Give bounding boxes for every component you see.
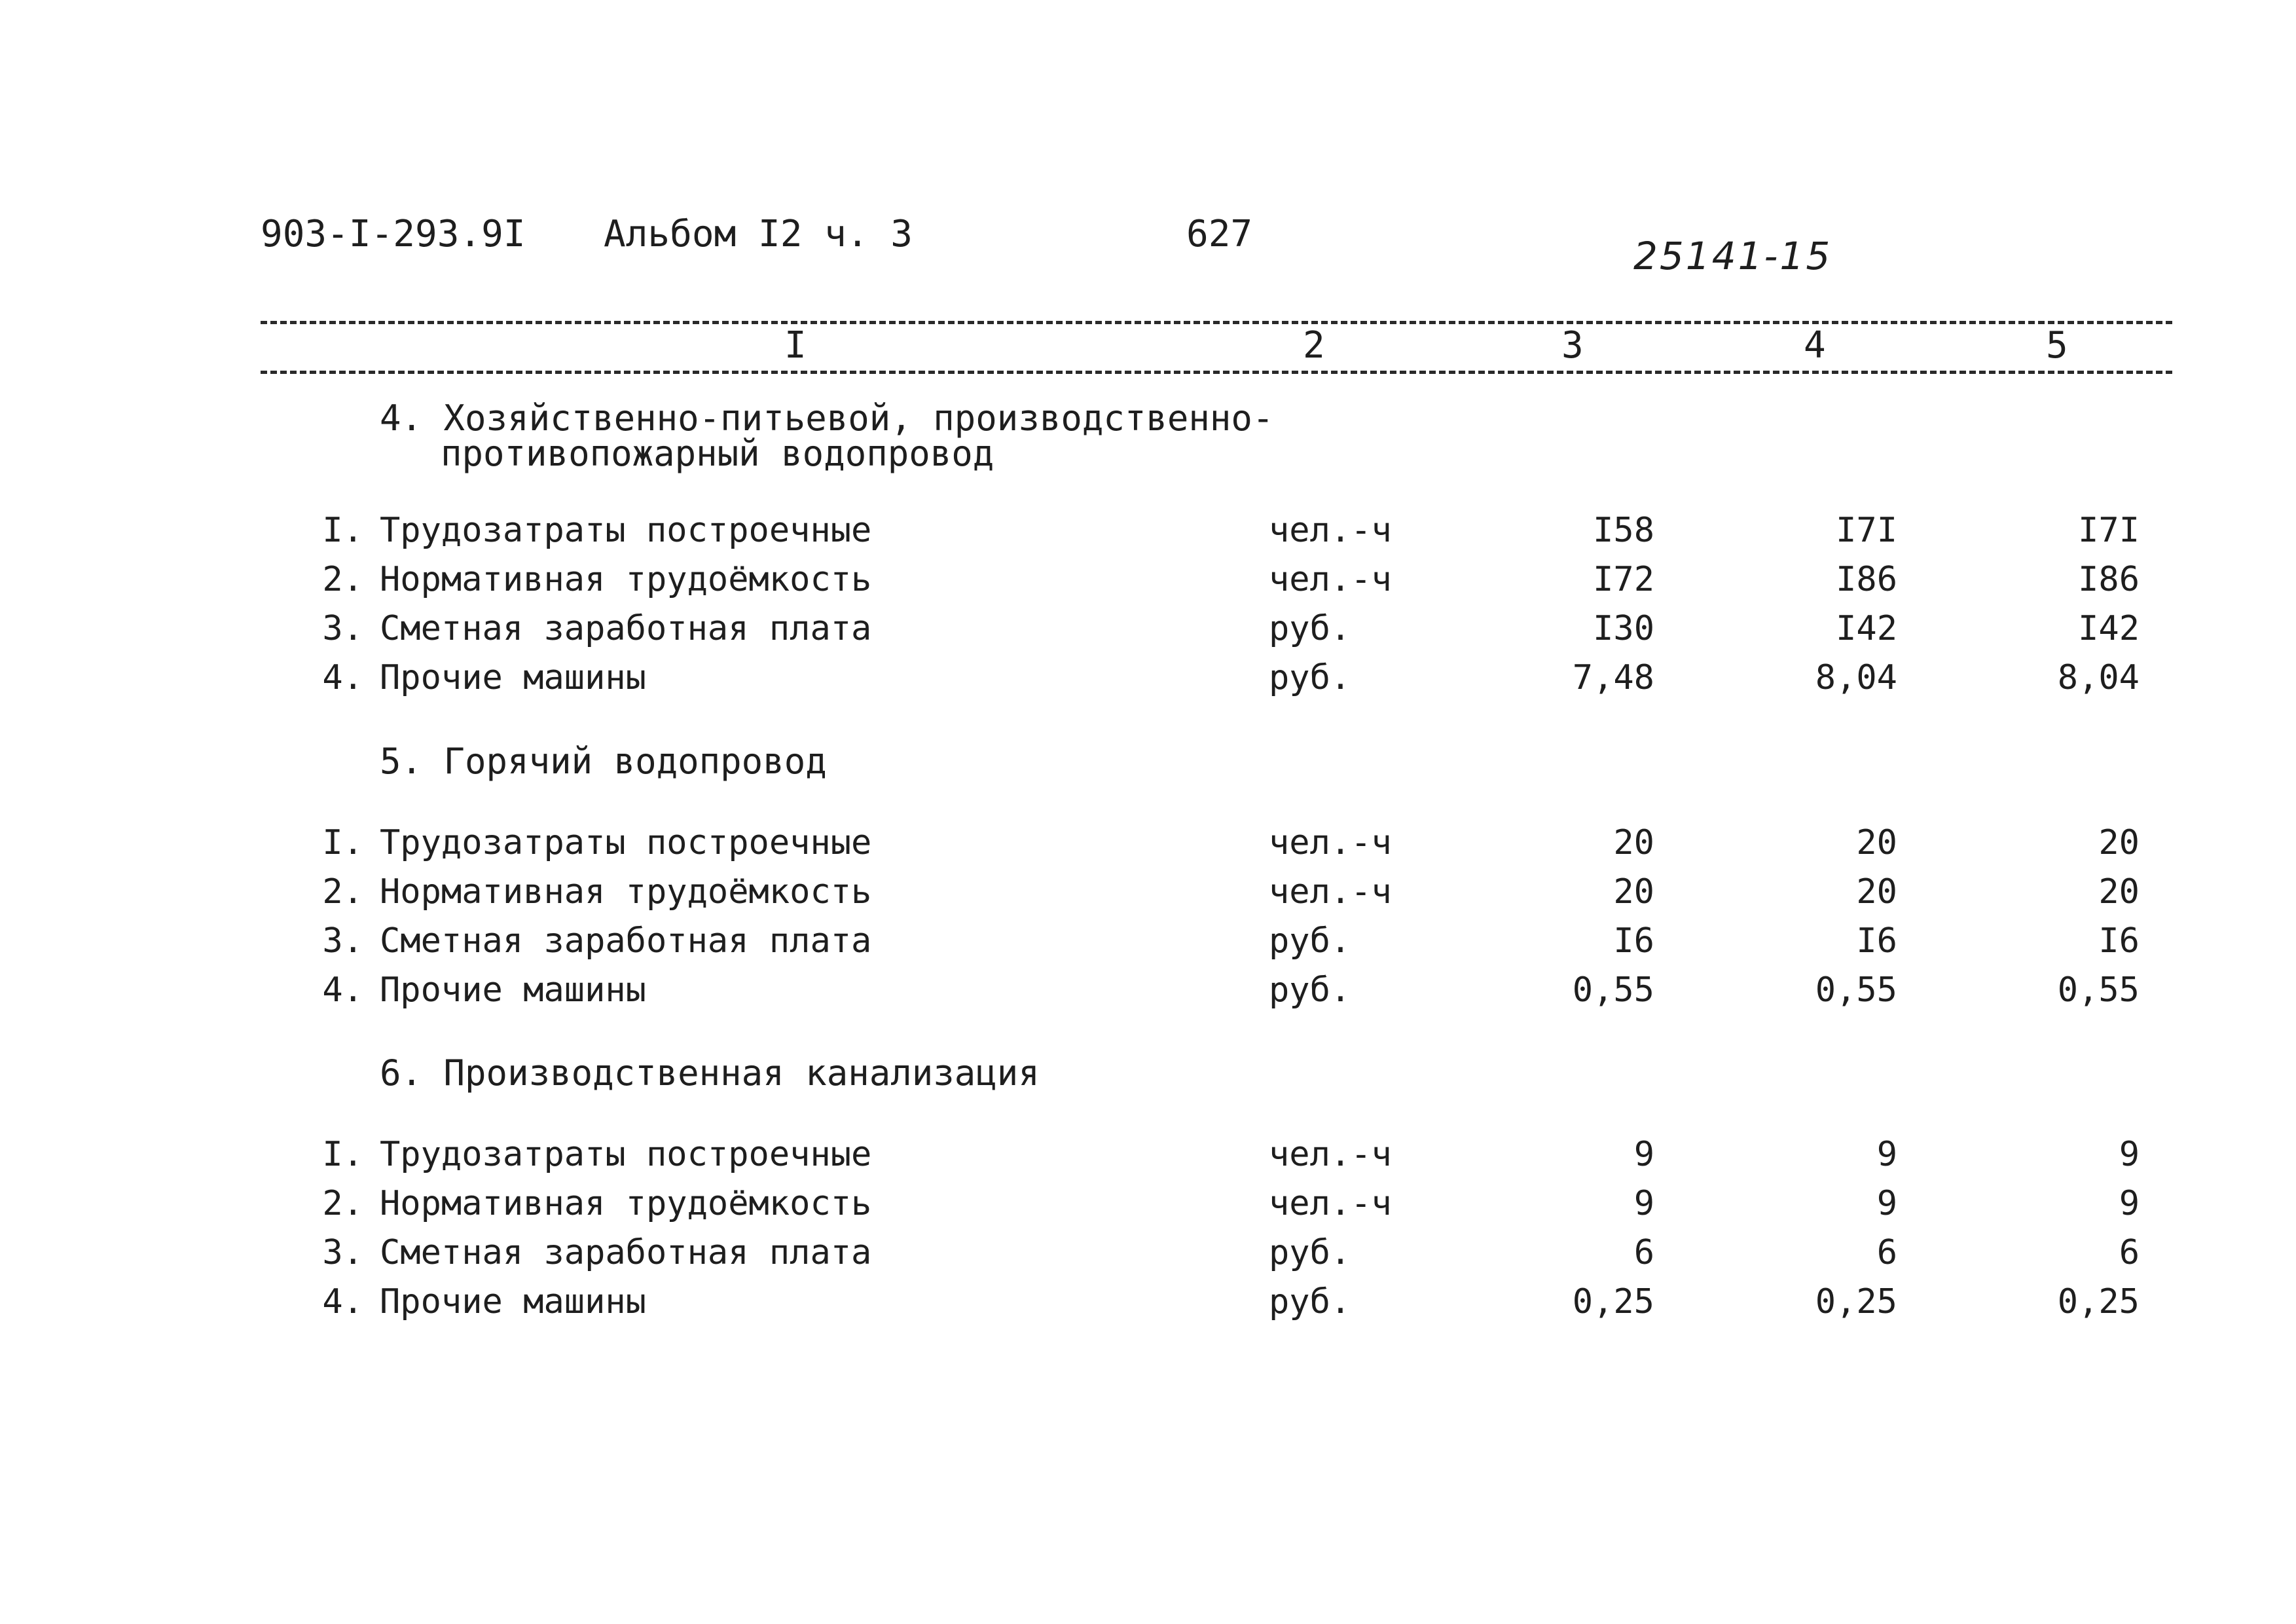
row-value-col4: 8,04 xyxy=(1815,658,1897,697)
row-value-col4: 20 xyxy=(1856,872,1897,912)
row-value-col5: 0,55 xyxy=(2057,970,2140,1010)
row-value-col3: I72 xyxy=(1593,560,1654,599)
table-row xyxy=(0,1282,2296,1324)
column-header-2: 2 xyxy=(1303,324,1325,367)
table-row xyxy=(0,970,2296,1012)
row-value-col4: 20 xyxy=(1856,823,1897,862)
row-value-col5: I42 xyxy=(2078,609,2140,648)
table-row xyxy=(0,513,2296,553)
row-label: Сметная заработная плата xyxy=(380,921,872,961)
column-header-4: 4 xyxy=(1804,324,1826,367)
row-value-col5: 9 xyxy=(2119,1135,2140,1174)
row-value-col3: 6 xyxy=(1633,1233,1654,1272)
row-value-col4: I86 xyxy=(1836,560,1897,599)
row-index: 2. xyxy=(322,560,363,599)
row-value-col3: I58 xyxy=(1593,511,1654,550)
row-value-col4: I7I xyxy=(1836,511,1897,550)
row-value-col4: 0,25 xyxy=(1815,1282,1897,1321)
row-label: Прочие машины xyxy=(380,970,646,1010)
row-index: I. xyxy=(322,823,363,862)
row-value-col3: I6 xyxy=(1613,921,1654,961)
section-title-continuation: противопожарный водопровод xyxy=(441,433,994,474)
column-header-3: 3 xyxy=(1561,324,1584,367)
row-index: 2. xyxy=(322,1184,363,1223)
table-row xyxy=(0,921,2296,963)
row-index: 4. xyxy=(322,1282,363,1321)
header-rule-bottom xyxy=(261,371,2172,374)
row-index: 3. xyxy=(322,609,363,648)
table-row xyxy=(0,872,2296,914)
row-value-col3: I30 xyxy=(1593,609,1654,648)
row-value-col3: 20 xyxy=(1613,823,1654,862)
row-value-col5: 6 xyxy=(2119,1233,2140,1272)
section-title: 6. Производственная канализация xyxy=(380,1052,1040,1094)
row-value-col3: 7,48 xyxy=(1572,658,1654,697)
row-label: Нормативная трудоёмкость xyxy=(380,560,872,599)
row-label: Сметная заработная плата xyxy=(380,1233,872,1272)
row-value-col3: 9 xyxy=(1633,1184,1654,1223)
row-value-col5: 8,04 xyxy=(2057,658,2140,697)
row-value-col5: I86 xyxy=(2078,560,2140,599)
column-header-5: 5 xyxy=(2046,324,2068,367)
row-unit: чел.-ч xyxy=(1269,511,1392,550)
row-index: 2. xyxy=(322,872,363,912)
row-value-col4: I6 xyxy=(1856,921,1897,961)
row-label: Прочие машины xyxy=(380,658,646,697)
row-value-col5: 20 xyxy=(2098,872,2140,912)
table-row xyxy=(0,823,2296,865)
row-label: Трудозатраты построечные xyxy=(380,1135,872,1174)
header-rule-top xyxy=(261,321,2172,324)
row-unit: чел.-ч xyxy=(1269,560,1392,599)
row-label: Прочие машины xyxy=(380,1282,646,1321)
row-label: Нормативная трудоёмкость xyxy=(380,872,872,912)
doc-code: 903-I-293.9I xyxy=(261,213,526,255)
row-unit: руб. xyxy=(1269,658,1351,697)
table-row xyxy=(0,658,2296,700)
row-value-col4: 0,55 xyxy=(1815,970,1897,1010)
row-value-col3: 20 xyxy=(1613,872,1654,912)
row-value-col3: 0,25 xyxy=(1572,1282,1654,1321)
row-unit: чел.-ч xyxy=(1269,823,1392,862)
row-label: Трудозатраты построечные xyxy=(380,823,872,862)
table-row xyxy=(0,1233,2296,1275)
table-row xyxy=(0,560,2296,602)
row-index: I. xyxy=(322,511,363,550)
table-row xyxy=(0,1184,2296,1226)
row-value-col4: 9 xyxy=(1876,1184,1897,1223)
row-unit: руб. xyxy=(1269,609,1351,648)
row-index: 4. xyxy=(322,658,363,697)
row-index: 3. xyxy=(322,1233,363,1272)
row-value-col5: I6 xyxy=(2098,921,2140,961)
row-value-col3: 0,55 xyxy=(1572,970,1654,1010)
row-value-col4: I42 xyxy=(1836,609,1897,648)
section-title: 4. Хозяйственно-питьевой, производственно- xyxy=(380,397,1274,439)
row-value-col5: 20 xyxy=(2098,823,2140,862)
album-label: Альбом I2 ч. 3 xyxy=(604,213,913,255)
page-number: 627 xyxy=(1186,213,1253,255)
row-unit: руб. xyxy=(1269,1233,1351,1272)
row-index: I. xyxy=(322,1135,363,1174)
row-value-col5: I7I xyxy=(2078,511,2140,550)
row-unit: чел.-ч xyxy=(1269,872,1392,912)
row-value-col4: 9 xyxy=(1876,1135,1897,1174)
row-label: Нормативная трудоёмкость xyxy=(380,1184,872,1223)
row-label: Сметная заработная плата xyxy=(380,609,872,648)
row-value-col3: 9 xyxy=(1633,1135,1654,1174)
row-unit: руб. xyxy=(1269,1282,1351,1321)
row-value-col4: 6 xyxy=(1876,1233,1897,1272)
row-label: Трудозатраты построечные xyxy=(380,511,872,550)
row-index: 4. xyxy=(322,970,363,1010)
row-unit: руб. xyxy=(1269,921,1351,961)
row-value-col5: 0,25 xyxy=(2057,1282,2140,1321)
table-row xyxy=(0,609,2296,651)
row-unit: руб. xyxy=(1269,970,1351,1010)
row-unit: чел.-ч xyxy=(1269,1135,1392,1174)
section-title: 5. Горячий водопровод xyxy=(380,741,827,782)
column-header-1: I xyxy=(784,324,807,367)
handwritten-reference: 25141-15 xyxy=(1633,234,1832,278)
row-value-col5: 9 xyxy=(2119,1184,2140,1223)
row-unit: чел.-ч xyxy=(1269,1184,1392,1223)
row-index: 3. xyxy=(322,921,363,961)
table-row xyxy=(0,1137,2296,1177)
